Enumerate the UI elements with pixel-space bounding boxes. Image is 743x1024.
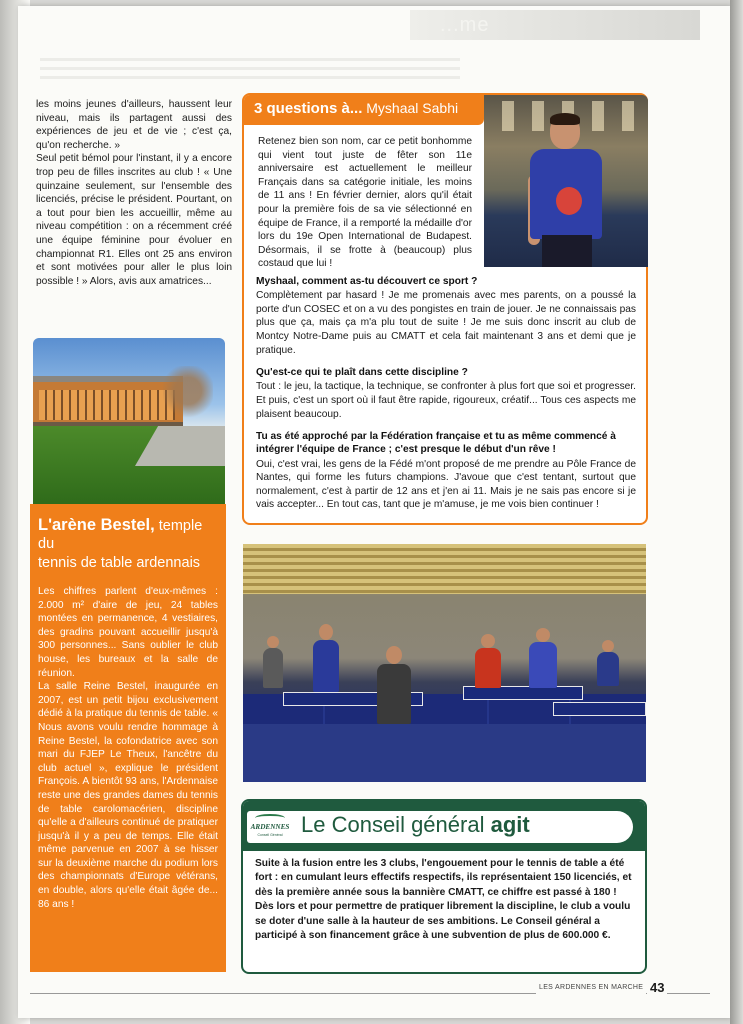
title-bold: agit: [490, 812, 530, 837]
player-4: [529, 642, 557, 688]
logo-name: ARDENNES: [250, 823, 290, 831]
logo-wave-icon: [255, 814, 285, 822]
answer-3: Oui, c'est vrai, les gens de la Fédé m'ont proposé de me prendre au Pôle France de Nantes, qui forme les futurs champions. J'avoue que c'est tentant, surtout que normalement, c'est à partir de 12 ans et j'en ai 11. Mais je ne sais pas encore si je vais accepter... En tout cas, tant que je m'amuse, je me vois bien continuer !: [256, 458, 636, 511]
arena-sidebar-box: [30, 504, 226, 972]
ghost-header: ...me: [410, 10, 700, 40]
arena-title-bold: L'arène Bestel,: [38, 516, 155, 534]
paddle: [556, 187, 582, 215]
answer-1: Complètement par hasard ! Je me promenais avec mes parents, on a poussé la porte d'un COSEC et on a vu des pongistes en train de jouer. Je ne connaissais pas plus que ça, mais ça m'a plu tout de suite ! Je me suis donc inscrit au club de Montcy Notre-Dame puis au CMATT et cela fait maintenant 3 ans et demi que je pratique.: [256, 290, 636, 356]
conseil-general-body: Suite à la fusion entre les 3 clubs, l'engouement pour le tennis de table a été fort : en cumulant leurs effectifs respectifs, ils représentaient 150 licenciés, et dès la première année sous la bannière CMATT, ce chiffre est passé à 180 ! Dès lors et pour permettre de pratiquer librement la discipline, le club a voulu se doter d'une salle à la hauteur de ses ambitions. Le Conseil général a participé à son financement grâce à une subvention de plus de 600.000 €.: [255, 858, 632, 942]
title-regular: Le Conseil général: [301, 812, 491, 837]
table-3: [553, 702, 646, 716]
arena-photo: [33, 338, 225, 504]
conseil-general-header: [243, 801, 647, 851]
arena-paragraph-2: La salle Reine Bestel, inaugurée en 2007, est un petit bijou exclusivement dédié à la pratique du tennis de table. « Nous avons voulu rendre hommage à Reine Bestel, la cofondatrice avec son mari du FJEP Le Theux, l'ancêtre du club actuel », explique le président François. A bientôt 93 ans, l'Ardennaise reste une des grandes dames du tennis de table carolomacérien, discipline qu'elle a d'ailleurs continué de pratiquer jusqu'à il y a peu de temps. Elle était même parvenue en 2007 à se hisser sur la deuxième marche du podium lors des championnats d'Europe vétérans, en double, alors qu'elle était âgée de... 86 ans !: [38, 681, 218, 910]
question-1: Myshaal, comment as-tu découvert ce sport ?: [256, 276, 478, 287]
player-5-head: [602, 640, 614, 652]
question-3: Tu as été approché par la Fédération française et tu as même commencé à intégrer l'équipe de France ; c'est presque le début d'un rêve !: [256, 431, 616, 456]
questions-box: [242, 93, 648, 525]
arena-title: [38, 516, 218, 571]
ardennes-logo: [247, 811, 293, 843]
questions-header-name: Myshaal Sabhi: [362, 100, 459, 116]
conseil-general-title: [301, 812, 530, 838]
left-paragraph-2: Seul petit bémol pour l'instant, il y a encore trop peu de filles inscrites au club ! « Une quinzaine seulement, sur l'ensemble des licenciés, précise le président. Pourtant, on a tout pour bien les accueillir, même au niveau compétition : on a récemment créé une équipe féminine pour évoluer en championnat R1. Elles ont 25 ans environ et sont motivées pour aller le plus loin possible ! » Alors, avis aux amatrices...: [36, 153, 232, 287]
arena-body: [38, 585, 218, 911]
questions-body: [256, 275, 636, 512]
table-tennis-hall-photo: [243, 544, 646, 782]
arena-title-rest: temple du: [38, 518, 203, 552]
arena-title-line2: tennis de table ardennais: [38, 555, 201, 571]
arena-paragraph-1: Les chiffres parlent d'eux-mêmes : 2.000 m² d'aire de jeu, 24 tables montées en permanence, 4 vestiaires, des gradins pouvant accueillir jusqu'à 300 personnes... Sans oublier le club house, les bureaux et la salle de réunion.: [38, 586, 218, 679]
player-1: [313, 640, 339, 692]
boy-legs: [542, 235, 592, 267]
player-6: [263, 648, 283, 688]
player-3-head: [481, 634, 495, 648]
page-number: 43: [647, 980, 667, 995]
table-2: [463, 686, 583, 700]
questions-intro: Retenez bien son nom, car ce petit bonhomme qui vient tout juste de fêter son 11e anniversaire est actuellement le meilleur Français dans sa catégorie initiale, les moins de 11 ans ! En février dernier, alors qu'il était pour la première fois de sa vie sélectionné en équipe de France, il a remporté la médaille d'or lors du 19e Open International de Budapest. Désormais, il se frotte à (beaucoup) plus costaud que lui !: [258, 136, 472, 270]
player-1-head: [319, 624, 333, 640]
footer-magazine-name: LES ARDENNES EN MARCHE: [536, 984, 646, 996]
player-2-head: [386, 646, 402, 664]
logo-subtitle: Conseil Général: [257, 833, 283, 837]
hall-ceiling: [243, 544, 646, 594]
player-2: [377, 664, 411, 724]
left-paragraph-1: les moins jeunes d'ailleurs, haussent leur niveau, mais ils partagent aussi des expériences de jeu et de vie ; c'est ça, qu'on recherche. »: [36, 99, 232, 151]
player-4-head: [536, 628, 550, 642]
boy-hair: [550, 113, 580, 125]
answer-2: Tout : le jeu, la tactique, la technique, se confronter à plus fort que soi et progresser. Et puis, c'est un sport où il faut être rapide, rigoureux, créatif... Tous ces aspects me plaisent beaucoup.: [256, 381, 636, 420]
player-portrait-photo: [484, 95, 648, 267]
hall-floor: [243, 724, 646, 782]
left-column-text: [36, 98, 232, 288]
question-2: Qu'est-ce qui te plaît dans cette discipline ?: [256, 367, 468, 379]
arena-tree: [163, 366, 213, 428]
questions-header-bold: 3 questions à...: [254, 100, 363, 117]
page-right-edge: [730, 0, 743, 1024]
ghost-lines: [40, 58, 460, 86]
player-5: [597, 652, 619, 686]
player-6-head: [267, 636, 279, 648]
questions-header: [244, 95, 484, 125]
player-3: [475, 648, 501, 688]
arena-building: [33, 376, 183, 428]
conseil-general-box: [241, 799, 647, 974]
